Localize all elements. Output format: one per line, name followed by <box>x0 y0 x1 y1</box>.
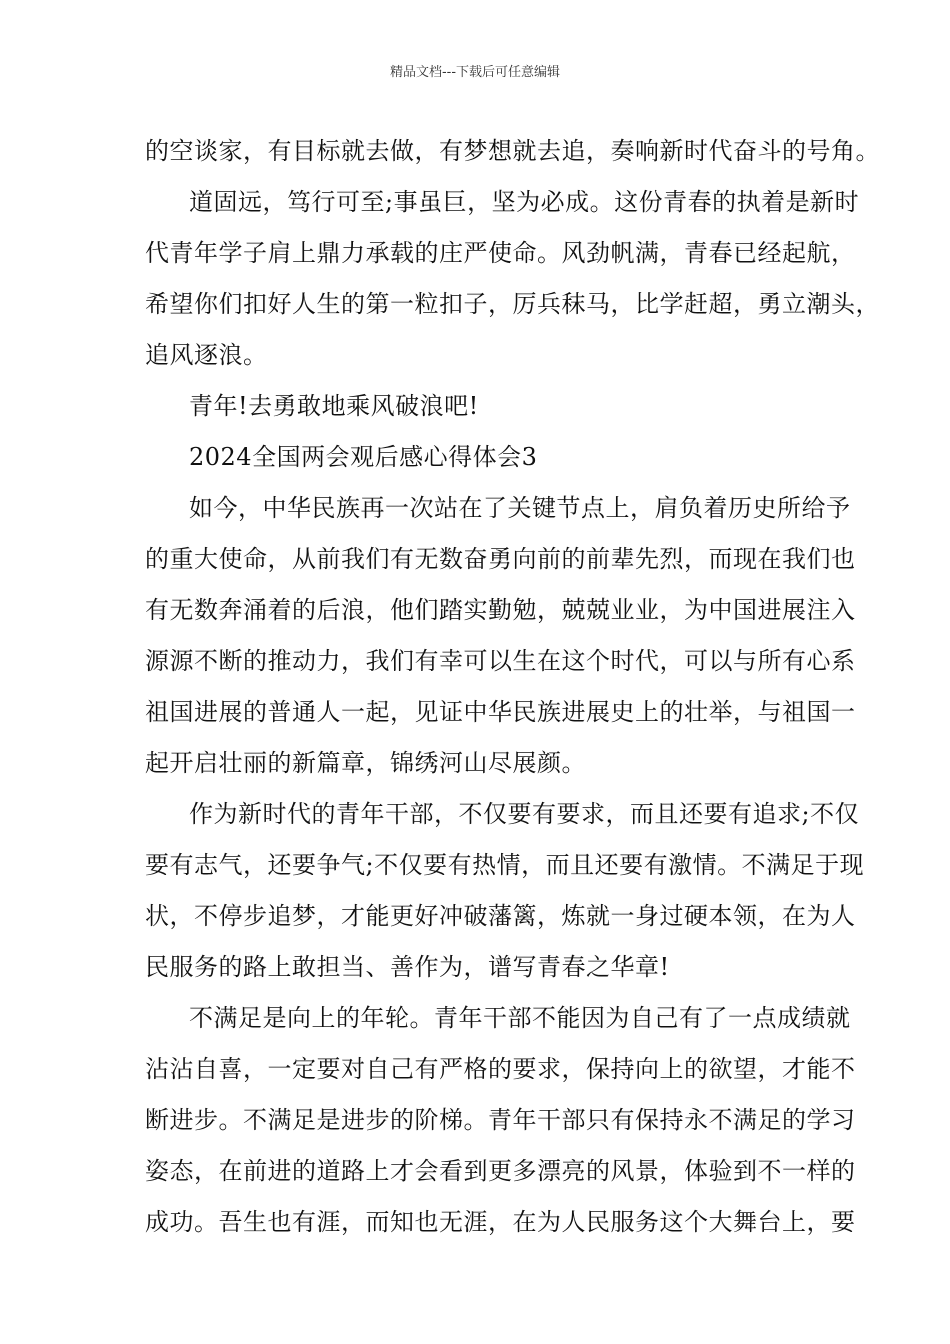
text-line: 有无数奔涌着的后浪，他们踏实勤勉，兢兢业业，为中国进展注入 <box>145 596 856 624</box>
text-line: 2024全国两会观后感心得体会3 <box>189 443 538 471</box>
text-line: 不满足是向上的年轮。青年干部不能因为自己有了一点成绩就 <box>189 1004 851 1032</box>
text-line: 要有志气，还要争气;不仅要有热情，而且还要有激情。不满足于现 <box>145 851 865 879</box>
text-line: 的空谈家，有目标就去做，有梦想就去追，奏响新时代奋斗的号角。 <box>145 137 880 165</box>
text-line: 道固远，笃行可至;事虽巨，坚为必成。这份青春的执着是新时 <box>189 188 860 216</box>
text-line: 姿态，在前进的道路上才会看到更多漂亮的风景，体验到不一样的 <box>145 1157 856 1185</box>
text-line: 沾沾自喜，一定要对自己有严格的要求，保持向上的欲望，才能不 <box>145 1055 856 1083</box>
text-line: 作为新时代的青年干部，不仅要有要求，而且还要有追求;不仅 <box>189 800 860 828</box>
text-line: 成功。吾生也有涯，而知也无涯，在为人民服务这个大舞台上，要 <box>145 1208 856 1236</box>
text-line: 起开启壮丽的新篇章，锦绣河山尽展颜。 <box>145 749 586 777</box>
text-line: 状，不停步追梦，才能更好冲破藩篱，炼就一身过硬本领，在为人 <box>145 902 856 930</box>
text-line: 断进步。不满足是进步的阶梯。青年干部只有保持永不满足的学习 <box>145 1106 856 1134</box>
document-body <box>145 126 880 1248</box>
text-line: 青年!去勇敢地乘风破浪吧! <box>189 392 479 420</box>
text-line: 如今，中华民族再一次站在了关键节点上，肩负着历史所给予 <box>189 494 851 522</box>
text-line: 源源不断的推动力，我们有幸可以生在这个时代，可以与所有心系 <box>145 647 856 675</box>
text-line: 的重大使命，从前我们有无数奋勇向前的前辈先烈，而现在我们也 <box>145 545 856 573</box>
text-line: 祖国进展的普通人一起，见证中华民族进展史上的壮举，与祖国一 <box>145 698 856 726</box>
text-line: 希望你们扣好人生的第一粒扣子，厉兵秣马，比学赶超，勇立潮头， <box>145 290 880 318</box>
page-header: 精品文档---下载后可任意编辑 <box>389 65 561 80</box>
text-line: 民服务的路上敢担当、善作为，谱写青春之华章! <box>145 953 670 981</box>
text-line: 代青年学子肩上鼎力承载的庄严使命。风劲帆满，青春已经起航， <box>145 239 856 267</box>
text-line: 追风逐浪。 <box>145 341 268 369</box>
